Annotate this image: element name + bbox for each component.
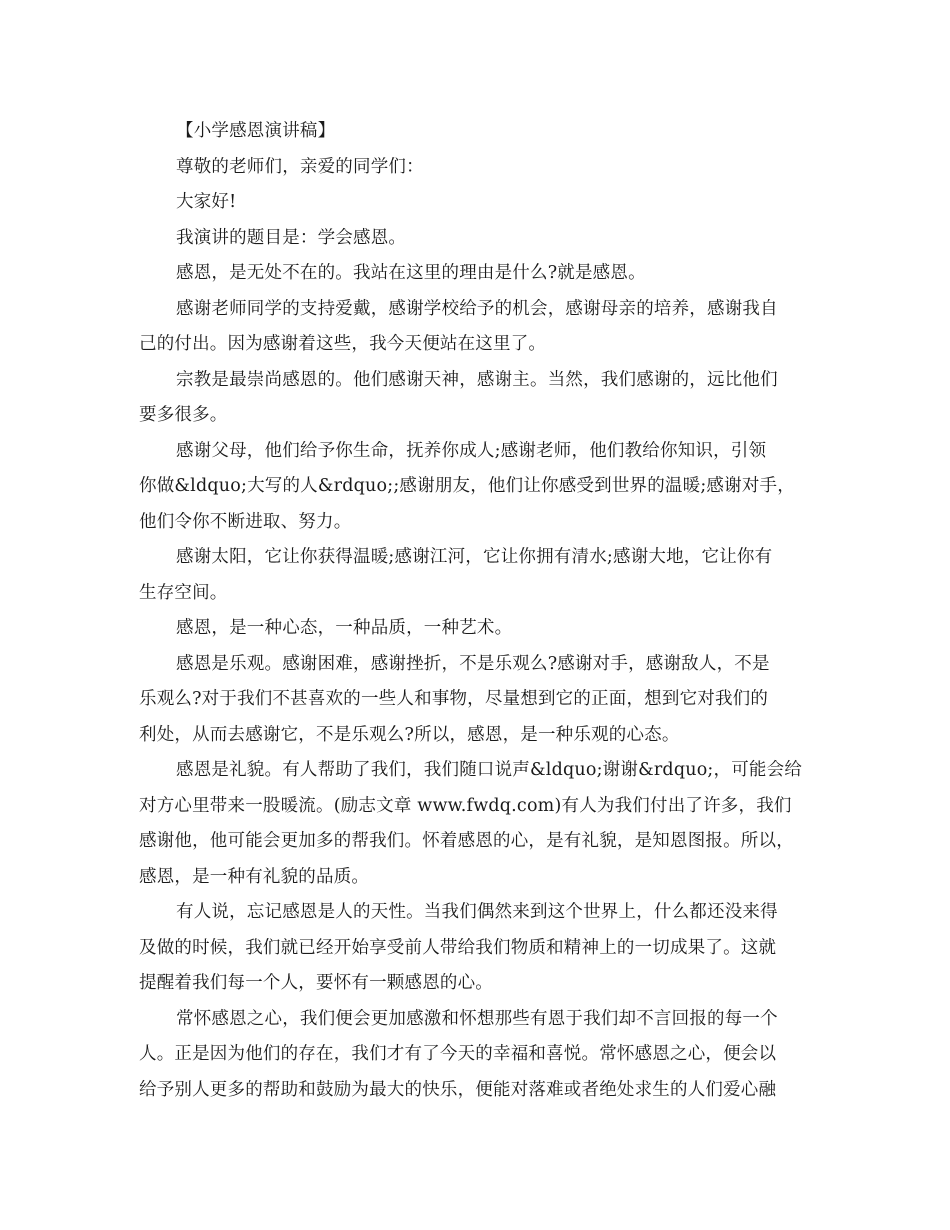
document-body	[139, 114, 819, 1108]
paragraph: 感谢太阳，它让你获得温暖;感谢江河，它让你拥有清水;感谢大地，它让你有 生存空间。	[139, 547, 773, 603]
paragraph: 感谢父母，他们给予你生命，抚养你成人;感谢老师，他们教给你知识，引领 你做&ldquo;大写的人&rdquo;;感谢朋友，他们让你感受到世界的温暖;感谢对手， 他们令你不断进取、努力。	[139, 440, 795, 532]
paragraph: 有人说，忘记感恩是人的天性。当我们偶然来到这个世界上，什么都还没来得 及做的时候，我们就已经开始享受前人带给我们物质和精神上的一切成果了。这就 提醒着我们每一个人，要怀有一颗感恩的心。	[139, 902, 778, 993]
paragraph: 常怀感恩之心，我们便会更加感激和怀想那些有恩于我们却不言回报的每一个 人。正是因为他们的存在，我们才有了今天的幸福和喜悦。常怀感恩之心，便会以 给予别人更多的帮助和鼓励为最大的快乐，便能对落难或者绝处求生的人们爱心融	[139, 1008, 778, 1100]
paragraph: 感谢老师同学的支持爱戴，感谢学校给予的机会，感谢母亲的培养，感谢我自 己的付出。因为感谢着这些，我今天便站在这里了。	[139, 298, 778, 354]
paragraph: 感恩，是一种心态，一种品质，一种艺术。	[176, 618, 513, 638]
paragraph: 感恩是礼貌。有人帮助了我们，我们随口说声&ldquo;谢谢&rdquo;，可能会给 对方心里带来一股暖流。(励志文章 www.fwdq.com)有人为我们付出了许多，我们 感谢他，他可能会更加多的帮我们。怀着感恩的心，是有礼貌，是知恩图报。所以， 感恩，是一种有礼貌的品质。	[139, 760, 803, 887]
paragraph: 宗教是最崇尚感恩的。他们感谢天神，感谢主。当然，我们感谢的，远比他们 要多很多。	[139, 369, 778, 425]
paragraph-greeting: 大家好!	[176, 192, 237, 212]
paragraph-salutation: 尊敬的老师们，亲爱的同学们：	[176, 156, 424, 177]
paragraph: 感恩，是无处不在的。我站在这里的理由是什么?就是感恩。	[176, 263, 646, 283]
document-title: 【小学感恩演讲稿】	[176, 121, 336, 141]
paragraph: 感恩是乐观。感谢困难，感谢挫折，不是乐观么?感谢对手，感谢敌人，不是 乐观么?对于我们不甚喜欢的一些人和事物，尽量想到它的正面，想到它对我们的 利处，从而去感谢它，不是乐观么?所以，感恩，是一种乐观的心态。	[139, 653, 770, 745]
paragraph-topic: 我演讲的题目是：学会感恩。	[176, 227, 407, 248]
